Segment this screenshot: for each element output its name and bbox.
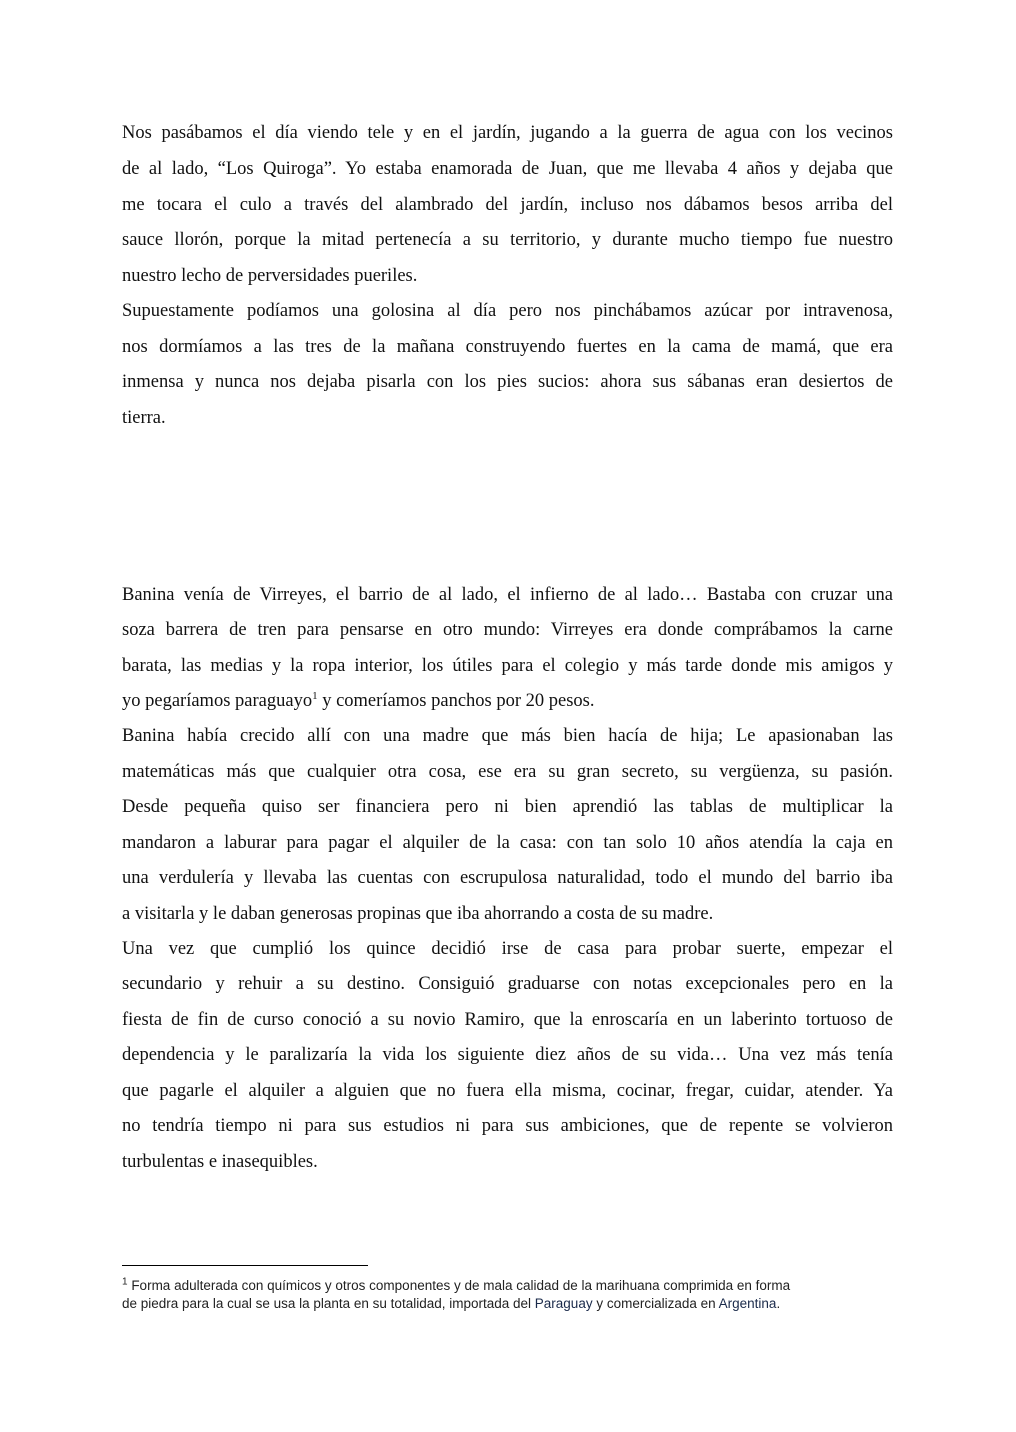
paraguay-link[interactable]: Paraguay — [534, 1296, 593, 1311]
text-line: una verdulería y llevaba las cuentas con escrupulosa naturalidad, todo el mundo del barrio iba — [122, 868, 893, 888]
text-segment: yo pegaríamos paraguayo — [122, 691, 313, 711]
argentina-link[interactable]: Argentina — [718, 1296, 777, 1311]
text-line: nuestro lecho de perversidades pueriles. — [122, 266, 418, 286]
footnote-number: 1 — [122, 1276, 128, 1288]
text-line: inmensa y nunca nos dejaba pisarla con los pies sucios: ahora sus sábanas eran desiertos de — [122, 372, 893, 392]
text-line: me tocara el culo a través del alambrado del jardín, incluso nos dábamos besos arriba del — [122, 195, 893, 215]
footnote-reference[interactable]: 1 — [312, 689, 318, 702]
text-line: a visitarla y le daban generosas propinas que iba ahorrando a costa de su madre. — [122, 904, 714, 924]
text-line: Supuestamente podíamos una golosina al día pero nos pinchábamos azúcar por intravenosa, — [122, 301, 893, 321]
text-line: Banina venía de Virreyes, el barrio de al lado, el infierno de al lado… Bastaba con cruzar una — [122, 585, 893, 605]
footnote-text: . — [776, 1296, 781, 1311]
footnote-line — [122, 1277, 893, 1295]
text-line: soza barrera de tren para pensarse en otro mundo: Virreyes era donde comprábamos la carne — [122, 620, 893, 640]
text-line: fiesta de fin de curso conoció a su novio Ramiro, que la enroscaría en un laberinto tortuoso de — [122, 1010, 893, 1030]
text-line: turbulentas e inasequibles. — [122, 1152, 318, 1172]
text-line: que pagarle el alquiler a alguien que no fuera ella misma, cocinar, fregar, cuidar, atender. Ya — [122, 1081, 893, 1101]
text-line: Una vez que cumplió los quince decidió irse de casa para probar suerte, empezar el — [122, 939, 893, 959]
text-line: mandaron a laburar para pagar el alquiler de la casa: con tan solo 10 años atendía la caja en — [122, 833, 893, 853]
text-line: tierra. — [122, 408, 166, 428]
text-line: barata, las medias y la ropa interior, los útiles para el colegio y más tarde donde mis amigos y — [122, 656, 893, 676]
footnote-text: Forma adulterada con químicos y otros componentes y de mala calidad de la marihuana comprimida en forma — [127, 1278, 791, 1293]
text-line: sauce llorón, porque la mitad pertenecía a su territorio, y durante mucho tiempo fue nuestro — [122, 230, 893, 250]
text-line: matemáticas más que cualquier otra cosa, ese era su gran secreto, su vergüenza, su pasión. — [122, 762, 893, 782]
text-line: no tendría tiempo ni para sus estudios ni para sus ambiciones, que de repente se volvieron — [122, 1116, 893, 1136]
footnote-separator — [122, 1265, 368, 1266]
text-line: Desde pequeña quiso ser financiera pero ni bien aprendió las tablas de multiplicar la — [122, 797, 893, 817]
text-line — [122, 689, 893, 713]
text-line: secundario y rehuir a su destino. Consiguió graduarse con notas excepcionales pero en la — [122, 974, 893, 994]
footnote-line — [122, 1295, 893, 1313]
footnote-text: de piedra para la cual se usa la planta en su totalidad, importada del — [122, 1296, 535, 1311]
footnote-text: y comercializada en — [592, 1296, 719, 1311]
text-line: nos dormíamos a las tres de la mañana construyendo fuertes en la cama de mamá, que era — [122, 337, 893, 357]
text-line: dependencia y le paralizaría la vida los siguiente diez años de su vida… Una vez más tenía — [122, 1045, 893, 1065]
text-line: Banina había crecido allí con una madre que más bien hacía de hija; Le apasionaban las — [122, 726, 893, 746]
text-segment: y comeríamos panchos por 20 pesos. — [317, 691, 595, 711]
text-line: Nos pasábamos el día viendo tele y en el jardín, jugando a la guerra de agua con los vecinos — [122, 123, 893, 143]
text-line: de al lado, “Los Quiroga”. Yo estaba enamorada de Juan, que me llevaba 4 años y dejaba que — [122, 159, 893, 179]
